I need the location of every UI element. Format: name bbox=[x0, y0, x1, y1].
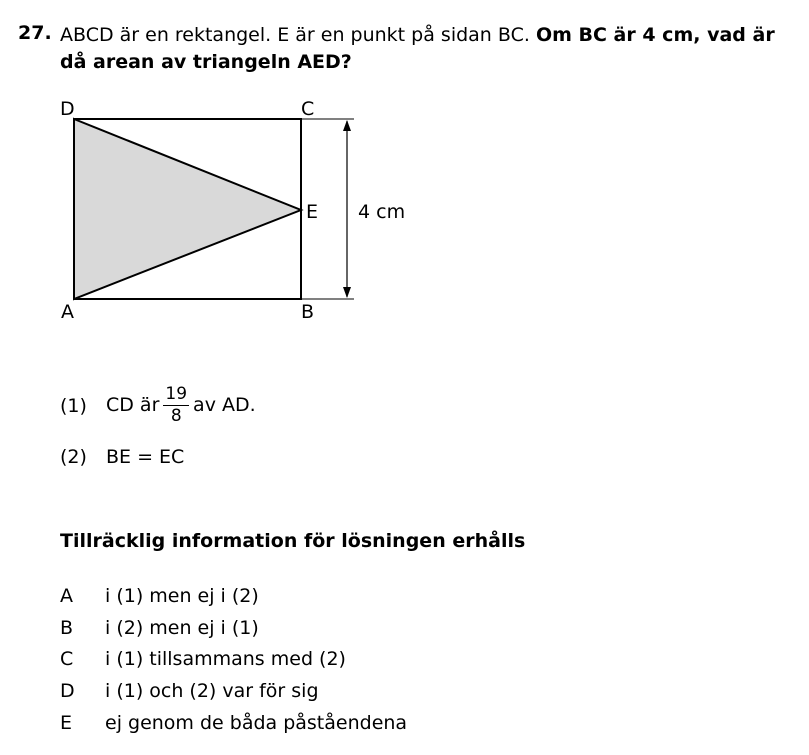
option-b[interactable] bbox=[60, 617, 560, 643]
fraction-19-8 bbox=[163, 385, 189, 426]
label-e: E bbox=[306, 201, 319, 223]
option-text: i (2) men ej i (1) bbox=[105, 617, 259, 639]
option-text: i (1) tillsammans med (2) bbox=[105, 648, 346, 670]
rectangle-figure bbox=[0, 0, 809, 340]
question-text-plain: ABCD är en rektangel. E är en punkt på sidan BC. bbox=[60, 24, 536, 46]
option-letter: C bbox=[60, 648, 74, 670]
fraction-denominator: 8 bbox=[170, 406, 182, 426]
option-letter: B bbox=[60, 617, 74, 639]
label-d: D bbox=[60, 98, 75, 120]
question-number: 27. bbox=[18, 22, 52, 44]
option-c[interactable] bbox=[60, 648, 560, 674]
option-e[interactable] bbox=[60, 712, 560, 738]
option-text: i (1) men ej i (2) bbox=[105, 585, 259, 607]
statement-2-number: (2) bbox=[60, 446, 87, 468]
option-letter: D bbox=[60, 680, 75, 702]
question-text-bold: Om BC är 4 cm, vad är då arean av triangeln AED? bbox=[60, 24, 775, 73]
label-a: A bbox=[61, 301, 74, 323]
statement-1-text-before: CD är bbox=[106, 394, 160, 416]
dimension-arrow-top bbox=[343, 120, 351, 131]
label-b: B bbox=[301, 301, 315, 323]
option-d[interactable] bbox=[60, 680, 560, 706]
option-text: ej genom de båda påståendena bbox=[105, 712, 408, 734]
statement-1-number: (1) bbox=[60, 395, 87, 417]
option-letter: E bbox=[60, 712, 73, 734]
triangle-aed bbox=[74, 119, 301, 299]
statement-2-text: BE = EC bbox=[106, 446, 185, 468]
option-letter: A bbox=[60, 585, 73, 607]
option-a[interactable] bbox=[60, 585, 560, 611]
label-c: C bbox=[301, 98, 315, 120]
dimension-arrow-bottom bbox=[343, 287, 351, 298]
dimension-label: 4 cm bbox=[358, 201, 406, 223]
answer-heading: Tillräcklig information för lösningen erhålls bbox=[60, 530, 526, 552]
option-text: i (1) och (2) var för sig bbox=[105, 680, 319, 702]
fraction-numerator: 19 bbox=[165, 384, 188, 404]
statement-1-body bbox=[106, 385, 256, 426]
statement-1-text-after: av AD. bbox=[193, 394, 256, 416]
